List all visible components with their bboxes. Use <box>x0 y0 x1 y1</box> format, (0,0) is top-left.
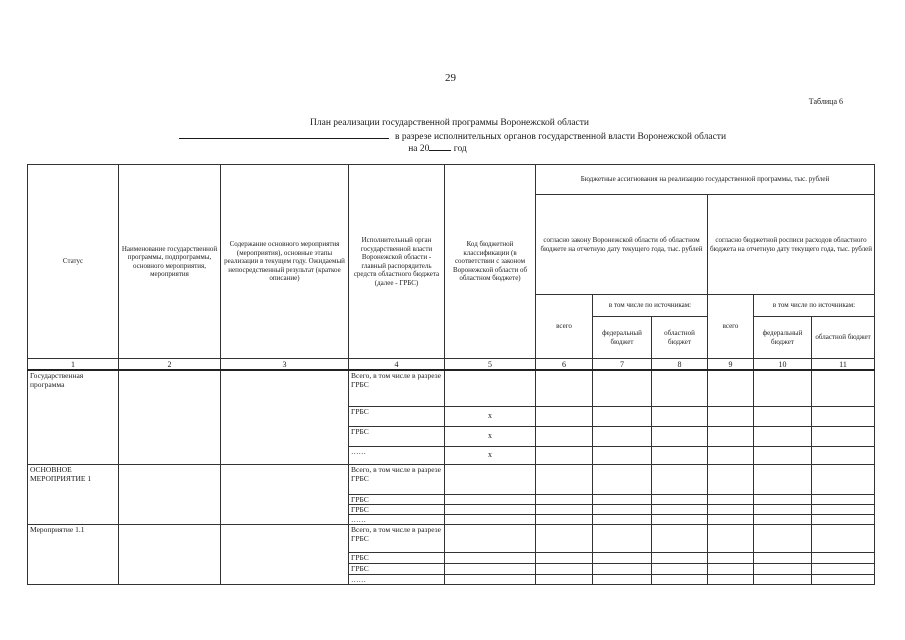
subtitle-text: в разрезе исполнительных органов государственной власти Воронежской области <box>394 132 727 142</box>
row-total-grbs: Всего, в том числе в разрезе ГРБС <box>349 370 445 406</box>
column-number: 10 <box>754 359 812 371</box>
row-status-main-event: ОСНОВНОЕ МЕРОПРИЯТИЕ 1 <box>28 464 119 524</box>
column-number: 1 <box>28 359 119 371</box>
table-row <box>28 524 875 552</box>
header-row-1 <box>28 165 875 195</box>
table-row <box>28 370 875 406</box>
row-dots: …… <box>349 446 445 464</box>
row-grbs: ГРБС <box>349 406 445 426</box>
column-number: 11 <box>812 359 875 371</box>
column-number: 7 <box>593 359 652 371</box>
page-number: 29 <box>445 72 456 84</box>
column-number: 9 <box>708 359 754 371</box>
header-executor: Исполнительный орган государственной власти Воронежской области - главный распорядитель средств областного бюджета (далее - ГРБС) <box>349 165 445 359</box>
plan-table <box>27 164 875 585</box>
year-prefix: на 20 <box>408 144 430 154</box>
row-grbs: ГРБС <box>349 504 445 514</box>
empty-cell <box>119 370 221 464</box>
row-status-program: Государственная программа <box>28 370 119 464</box>
year-suffix: год <box>453 144 467 154</box>
cell-x: х <box>445 406 536 426</box>
row-total-grbs: Всего, в том числе в разрезе ГРБС <box>349 464 445 494</box>
header-budget: Бюджетные ассигнования на реализацию государственной программы, тыс. рублей <box>536 165 875 195</box>
column-number-row <box>28 359 875 371</box>
header-total: всего <box>708 295 754 359</box>
header-status: Статус <box>28 165 119 359</box>
row-dots: …… <box>349 574 445 584</box>
row-grbs: ГРБС <box>349 552 445 563</box>
header-code: Код бюджетной классификации (в соответствии с законом Воронежской области об областном бюджете) <box>445 165 536 359</box>
column-number: 6 <box>536 359 593 371</box>
row-grbs: ГРБС <box>349 563 445 574</box>
document-title: План реализации государственной программы Воронежской области <box>310 118 589 128</box>
empty-cell <box>221 370 349 464</box>
header-law: согласно закону Воронежской области об областном бюджете на отчетную дату текущего года, тыс. рублей <box>536 195 708 295</box>
row-grbs: ГРБС <box>349 426 445 446</box>
header-name: Наименование государственной программы, подпрограммы, основного мероприятия, мероприятия <box>119 165 221 359</box>
header-federal: федеральный бюджет <box>593 317 652 359</box>
empty-cell <box>119 524 221 584</box>
column-number: 8 <box>652 359 708 371</box>
row-dots: …… <box>349 514 445 524</box>
header-content: Содержание основного мероприятия (мероприятия), основные этапы реализации в текущем году. Ожидаемый непосредственный результат (краткое описание) <box>221 165 349 359</box>
row-grbs: ГРБС <box>349 494 445 504</box>
cell-x: х <box>445 426 536 446</box>
document-year-line <box>0 142 890 155</box>
table-number: Таблица 6 <box>808 97 843 106</box>
row-status-event: Мероприятие 1.1 <box>28 524 119 584</box>
empty-cell <box>221 524 349 584</box>
header-federal: федеральный бюджет <box>754 317 812 359</box>
header-total: всего <box>536 295 593 359</box>
empty-cell <box>119 464 221 524</box>
column-number: 4 <box>349 359 445 371</box>
column-number: 5 <box>445 359 536 371</box>
header-by-sources: в том числе по источникам: <box>754 295 875 317</box>
header-regional: областной бюджет <box>812 317 875 359</box>
header-list: согласно бюджетной росписи расходов областного бюджета на отчетную дату текущего года, тыс. рублей <box>708 195 875 295</box>
row-total-grbs: Всего, в том числе в разрезе ГРБС <box>349 524 445 552</box>
year-blank <box>429 142 451 151</box>
table-row <box>28 464 875 494</box>
header-by-sources: в том числе по источникам: <box>593 295 708 317</box>
column-number: 2 <box>119 359 221 371</box>
header-regional: областной бюджет <box>652 317 708 359</box>
column-number: 3 <box>221 359 349 371</box>
blank-line <box>179 130 389 139</box>
cell-x: х <box>445 446 536 464</box>
empty-cell <box>221 464 349 524</box>
